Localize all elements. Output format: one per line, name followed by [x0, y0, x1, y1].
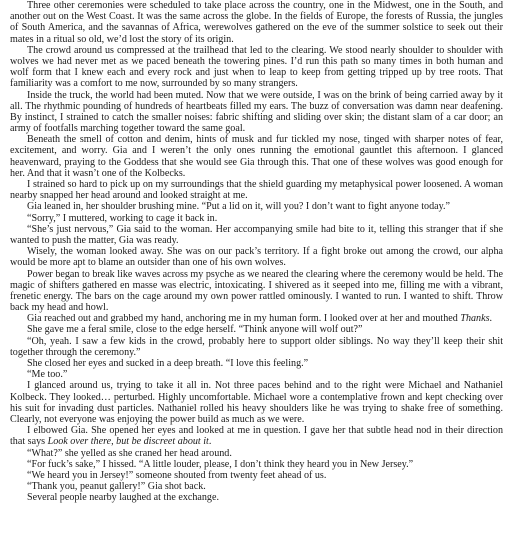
paragraph — [10, 313, 503, 324]
paragraph — [10, 492, 503, 503]
paragraph-text: She closed her eyes and sucked in a deep breath. “I love this feeling.” — [27, 358, 309, 369]
paragraph-text: “Sorry,” I muttered, working to cage it back in. — [27, 212, 218, 224]
paragraph — [10, 336, 503, 358]
paragraph — [10, 45, 503, 90]
paragraph-text: . — [208, 436, 212, 448]
paragraph-text: “What?” she yelled as she craned her head around. — [27, 447, 232, 459]
paragraph-text: “Thank you, peanut gallery!” Gia shot back. — [27, 481, 206, 493]
paragraph — [10, 425, 503, 447]
paragraph — [10, 269, 503, 314]
paragraph — [10, 459, 503, 470]
paragraph-text: Wisely, the woman looked away. She was on our pack’s territory. If a fight broke out among the crowd, our alpha would be more apt to blame an outsider than one of his own wolves. — [10, 246, 503, 269]
paragraph — [10, 380, 503, 425]
paragraph — [10, 90, 503, 135]
paragraph — [10, 179, 503, 201]
paragraph-text: “Me too.” — [27, 369, 68, 381]
paragraph — [10, 134, 503, 179]
paragraph — [10, 448, 503, 459]
paragraph — [10, 369, 503, 380]
paragraph-text: “For fuck’s sake,” I hissed. “A little louder, please, I don’t think they heard you in New Jersey.” — [27, 458, 414, 470]
paragraph-text: “She’s just nervous,” Gia said to the woman. Her accompanying smile had bite to it, telling this stranger that if she wanted to push the matter, Gia was ready. — [10, 223, 503, 246]
italic-text: Thanks — [460, 313, 490, 325]
paragraph-text: Gia leaned in, her shoulder brushing mine. “Put a lid on it, will you? I don’t want to fight anyone today.” — [27, 201, 451, 213]
paragraph-text: . — [489, 313, 493, 325]
paragraph — [10, 246, 503, 268]
paragraph-text: I glanced around us, trying to take it all in. Not three paces behind and to the right were Michael and Nathaniel Kolbeck. They looked… perturbed. Highly uncomfortable. Michael wore a contemplative frown and kept checking over his suit for invading dust particles. Nathaniel rolled his heavy shoulders like he was trying to shake free of something. Clearly, not everyone was enjoying the power build as much as we were. — [10, 380, 503, 425]
paragraph — [10, 481, 503, 492]
paragraph-text: The crowd around us compressed at the trailhead that led to the clearing. We stood nearly shoulder to shoulder with wolves we had never met as we paced beneath the towering pines. I’d run this path so many times in both human and wolf form that I knew each and every rock and just when to leap to keep from getting tripped up by tree roots. That familiarity was a comfort to me now, surrounded by so many strangers. — [10, 44, 503, 90]
italic-text: Look over there, but be discreet about it — [47, 436, 209, 448]
paragraph — [10, 213, 503, 224]
paragraph — [10, 224, 503, 246]
paragraph — [10, 201, 503, 212]
paragraph-text: Three other ceremonies were scheduled to take place across the country, one in the Midwest, one in the South, and another out on the West Coast. It was the same across the globe. In the fields of Europe, the forests of Russia, the jungles of South America, and the savannas of Africa, werewolves gathered on the eve of the summer solstice to seek out their mates in a ritual so old, we’d lost the story of its origin. — [10, 0, 503, 45]
paragraph-text: Gia reached out and grabbed my hand, anchoring me in my human form. I looked over at her and mouthed — [27, 313, 461, 325]
paragraph — [10, 324, 503, 335]
paragraph — [10, 0, 503, 45]
paragraph-text: “We heard you in Jersey!” someone shouted from twenty feet ahead of us. — [27, 469, 327, 481]
paragraph-text: Several people nearby laughed at the exchange. — [27, 492, 219, 504]
paragraph — [10, 470, 503, 481]
paragraph — [10, 358, 503, 369]
paragraph-text: She gave me a feral smile, close to the edge herself. “Think anyone will wolf out?” — [27, 324, 363, 336]
paragraph-text: I strained so hard to pick up on my surroundings that the shield guarding my metaphysical power loosened. A woman nearby snapped her head around and looked straight at me. — [10, 179, 503, 202]
paragraph-text: Inside the truck, the world had been muted. Now that we were outside, I was on the brink of being carried away by it all. The rhythmic pounding of hundreds of heartbeats filled my ears. The buzz of conversation was damn near deafening. By instinct, I strained to catch the smaller noises: fabric shifting and sliding over skin; the distant slam of a car door; an army of footfalls marching together toward the same goal. — [10, 89, 503, 135]
paragraph-text: Beneath the smell of cotton and denim, hints of musk and fur tickled my nose, tinged with sharper notes of fear, excitement, and worry. Gia and I weren’t the only ones running the emotional gauntlet this afternoon. I glanced heavenward, praying to the Goddess that she would see Gia through this. That one of these wolves was good enough for her. And that it wasn’t one of the Kolbecks. — [10, 134, 503, 179]
paragraph-text: Power began to break like waves across my psyche as we neared the clearing where the ceremony would be held. The magic of shifters gathered en masse was electric, intoxicating. I shivered as it seeped into me, filling me with a vibrant, frenetic energy. The bars on the cage around my own power rattled ominously. I wanted to run. I wanted to shift. Throw back my head and howl. — [10, 268, 504, 314]
paragraph-text: “Oh, yeah. I saw a few kids in the crowd, probably here to support older siblings. No way they’ll keep their shit together through the ceremony.” — [10, 335, 503, 358]
paragraph-text: I elbowed Gia. She opened her eyes and looked at me in question. I gave her that subtle head nod in their direction that says — [10, 425, 503, 448]
